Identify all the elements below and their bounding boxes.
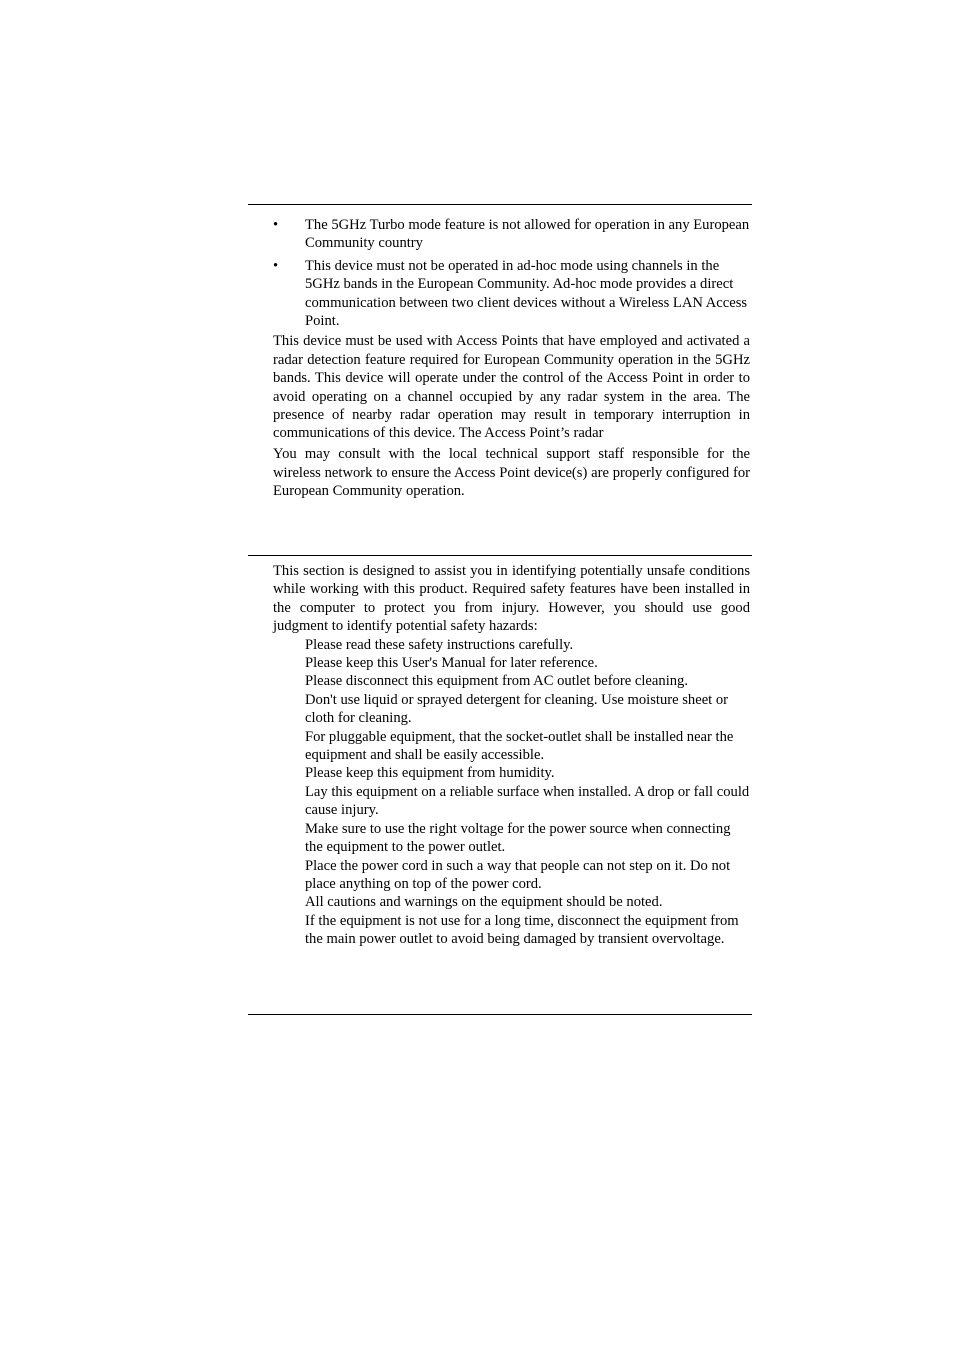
section-divider-bottom bbox=[248, 1014, 752, 1015]
bullet-icon: • bbox=[273, 257, 279, 274]
list-item: If the equipment is not use for a long time, disconnect the equipment from the main power outlet to avoid being damaged by transient overvoltage. bbox=[305, 912, 739, 948]
bullet-text: This device must not be operated in ad-hoc mode using channels in the 5GHz bands in the European Community. Ad-hoc mode provides a direct communication between two client devices without a Wireless LAN Access Point. bbox=[305, 257, 748, 330]
safety-section bbox=[273, 562, 750, 949]
support-paragraph: You may consult with the local technical support staff responsible for the wireless network to ensure the Access Point device(s) are properly configured for European Community operation. bbox=[273, 446, 750, 500]
bullet-text: The 5GHz Turbo mode feature is not allowed for operation in any European Community country bbox=[305, 217, 750, 252]
bullet-item bbox=[273, 257, 750, 331]
list-item: For pluggable equipment, that the socket-outlet shall be installed near the equipment and shall be easily accessible. bbox=[305, 728, 734, 764]
list-item: Lay this equipment on a reliable surface when installed. A drop or fall could cause injury. bbox=[305, 783, 750, 819]
bullet-icon: • bbox=[273, 217, 279, 233]
section-divider-middle bbox=[248, 555, 752, 556]
list-item: Please keep this equipment from humidity. bbox=[305, 765, 555, 782]
eu-notice-section bbox=[273, 216, 750, 503]
safety-instructions-list bbox=[273, 636, 750, 949]
list-item: Make sure to use the right voltage for the power source when connecting the equipment to the power outlet. bbox=[305, 820, 731, 856]
section-divider-top bbox=[248, 204, 752, 205]
safety-intro: This section is designed to assist you in identifying potentially unsafe conditions while working with this product. Required safety features have been installed in the computer to protect you from injury. However, you should use good judgment to identify potential safety hazards: bbox=[273, 563, 750, 635]
list-item: Please disconnect this equipment from AC outlet before cleaning. bbox=[305, 673, 688, 690]
list-item: Place the power cord in such a way that people can not step on it. Do not place anything on top of the power cord. bbox=[305, 857, 731, 892]
list-item: Please read these safety instructions carefully. bbox=[305, 636, 574, 653]
bullet-item bbox=[273, 216, 750, 253]
list-item: Please keep this User's Manual for later reference. bbox=[305, 655, 598, 672]
list-item: All cautions and warnings on the equipment should be noted. bbox=[305, 894, 663, 911]
radar-paragraph: This device must be used with Access Points that have employed and activated a radar detection feature required for European Community operation in the 5GHz bands. This device will operate under the control of the Access Point in order to avoid operating on a channel occupied by any radar system in the area. The presence of nearby radar operation may result in temporary interruption in communications of this device. The Access Point’s radar bbox=[273, 333, 750, 442]
eu-notice-bullet-list bbox=[273, 216, 750, 330]
list-item: Don't use liquid or sprayed detergent for cleaning. Use moisture sheet or cloth for cleaning. bbox=[305, 691, 729, 727]
